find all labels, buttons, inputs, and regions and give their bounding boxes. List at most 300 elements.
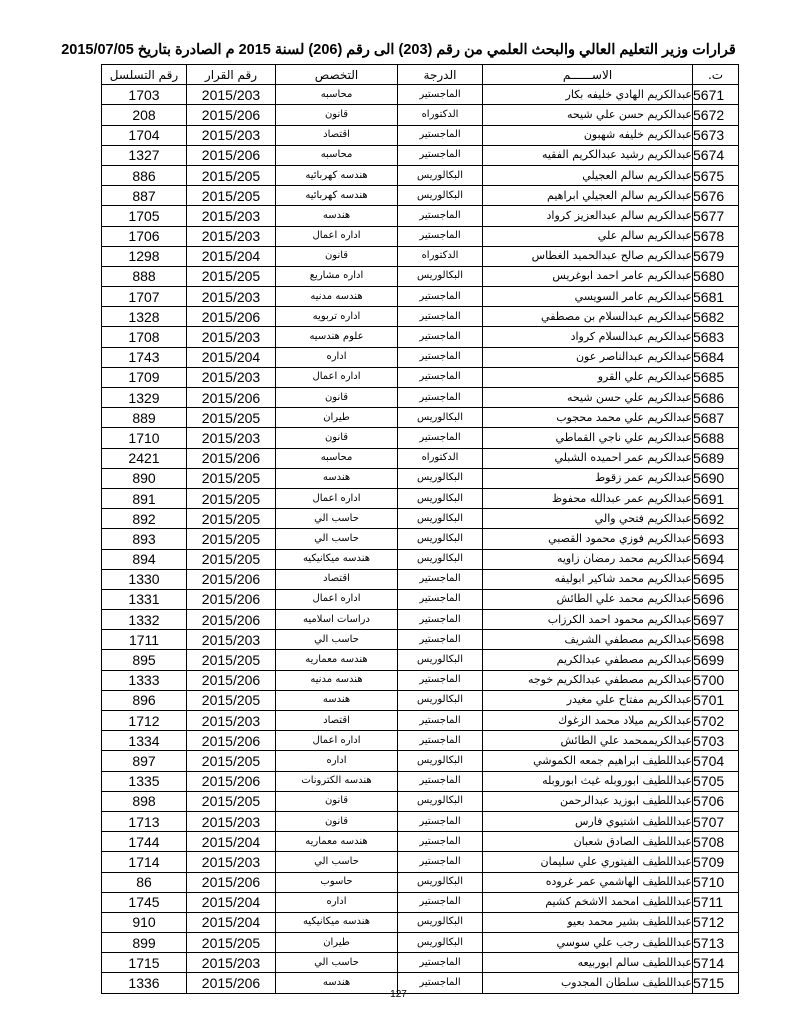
cell-seq: 5678 xyxy=(693,226,739,246)
cell-degree: الماجستير xyxy=(398,327,483,347)
cell-decision: 2015/203 xyxy=(187,811,276,831)
cell-seq: 5677 xyxy=(693,206,739,226)
cell-specialty: قانون xyxy=(276,105,398,125)
cell-serial: 895 xyxy=(102,650,187,670)
cell-name: عبدالكريم عمر عبدالله محفوظ xyxy=(483,488,693,508)
table-row xyxy=(102,630,739,650)
cell-degree: البكالوريس xyxy=(398,509,483,529)
cell-specialty: محاسبه xyxy=(276,145,398,165)
cell-serial: 888 xyxy=(102,266,187,286)
header-specialty: التخصص xyxy=(276,65,398,85)
cell-decision: 2015/205 xyxy=(187,509,276,529)
cell-degree: الماجستير xyxy=(398,307,483,327)
cell-decision: 2015/205 xyxy=(187,751,276,771)
cell-decision: 2015/204 xyxy=(187,347,276,367)
cell-serial: 1744 xyxy=(102,832,187,852)
cell-name: عبدالكريم ميلاد محمد الزغوك xyxy=(483,711,693,731)
cell-decision: 2015/203 xyxy=(187,226,276,246)
cell-name: عبدالكريم محمد علي الطائش xyxy=(483,589,693,609)
table-row xyxy=(102,771,739,791)
cell-decision: 2015/205 xyxy=(187,266,276,286)
cell-degree: الدكتوراه xyxy=(398,246,483,266)
cell-name: عبدالكريم فتحي والي xyxy=(483,509,693,529)
cell-decision: 2015/206 xyxy=(187,771,276,791)
cell-degree: الماجستير xyxy=(398,811,483,831)
header-serial: رقم التسلسل xyxy=(102,65,187,85)
cell-degree: الماجستير xyxy=(398,953,483,973)
cell-seq: 5671 xyxy=(693,85,739,105)
cell-specialty: هندسه معماريه xyxy=(276,832,398,852)
cell-decision: 2015/203 xyxy=(187,287,276,307)
cell-name: عبداللطيف سالم ابوربيعه xyxy=(483,953,693,973)
cell-degree: الماجستير xyxy=(398,771,483,791)
cell-degree: الماجستير xyxy=(398,145,483,165)
cell-degree: الماجستير xyxy=(398,731,483,751)
cell-specialty: طيران xyxy=(276,408,398,428)
table-row xyxy=(102,448,739,468)
cell-serial: 1711 xyxy=(102,630,187,650)
cell-seq: 5673 xyxy=(693,125,739,145)
cell-serial: 893 xyxy=(102,529,187,549)
cell-serial: 1336 xyxy=(102,973,187,993)
cell-decision: 2015/203 xyxy=(187,630,276,650)
cell-seq: 5714 xyxy=(693,953,739,973)
cell-specialty: قانون xyxy=(276,428,398,448)
cell-serial: 889 xyxy=(102,408,187,428)
cell-decision: 2015/206 xyxy=(187,670,276,690)
cell-specialty: اداره اعمال xyxy=(276,731,398,751)
cell-specialty: قانون xyxy=(276,811,398,831)
cell-seq: 5674 xyxy=(693,145,739,165)
cell-degree: الماجستير xyxy=(398,973,483,993)
cell-decision: 2015/206 xyxy=(187,105,276,125)
cell-degree: الماجستير xyxy=(398,287,483,307)
cell-name: عبدالكريم عمر احميده الشبلي xyxy=(483,448,693,468)
cell-seq: 5705 xyxy=(693,771,739,791)
cell-decision: 2015/203 xyxy=(187,206,276,226)
cell-seq: 5683 xyxy=(693,327,739,347)
cell-seq: 5703 xyxy=(693,731,739,751)
cell-specialty: هندسه مدنيه xyxy=(276,287,398,307)
cell-degree: الماجستير xyxy=(398,569,483,589)
cell-decision: 2015/203 xyxy=(187,711,276,731)
table-header-row xyxy=(102,65,739,85)
cell-serial: 1745 xyxy=(102,892,187,912)
cell-degree: الماجستير xyxy=(398,226,483,246)
cell-serial: 1329 xyxy=(102,388,187,408)
cell-specialty: هندسه ميكانيكيه xyxy=(276,549,398,569)
cell-degree: الماجستير xyxy=(398,347,483,367)
cell-decision: 2015/203 xyxy=(187,852,276,872)
cell-serial: 1707 xyxy=(102,287,187,307)
cell-specialty: حاسب الي xyxy=(276,509,398,529)
table-row xyxy=(102,488,739,508)
cell-decision: 2015/203 xyxy=(187,125,276,145)
cell-name: عبدالكريم عامر احمد ابوغريس xyxy=(483,266,693,286)
cell-degree: البكالوريس xyxy=(398,872,483,892)
table-row xyxy=(102,751,739,771)
cell-specialty: هندسه ميكانيكيه xyxy=(276,912,398,932)
header-degree: الدرجة xyxy=(398,65,483,85)
cell-seq: 5710 xyxy=(693,872,739,892)
cell-seq: 5675 xyxy=(693,165,739,185)
cell-name: عبداللطيف بشير محمد بعيو xyxy=(483,912,693,932)
cell-decision: 2015/206 xyxy=(187,448,276,468)
cell-degree: الماجستير xyxy=(398,711,483,731)
cell-seq: 5704 xyxy=(693,751,739,771)
cell-specialty: علوم هندسيه xyxy=(276,327,398,347)
table-row xyxy=(102,852,739,872)
cell-degree: البكالوريس xyxy=(398,468,483,488)
cell-serial: 894 xyxy=(102,549,187,569)
cell-decision: 2015/205 xyxy=(187,690,276,710)
cell-degree: الماجستير xyxy=(398,892,483,912)
cell-seq: 5712 xyxy=(693,912,739,932)
cell-decision: 2015/206 xyxy=(187,973,276,993)
cell-specialty: حاسوب xyxy=(276,872,398,892)
cell-serial: 1298 xyxy=(102,246,187,266)
cell-specialty: اقتصاد xyxy=(276,711,398,731)
cell-degree: البكالوريس xyxy=(398,408,483,428)
cell-serial: 1330 xyxy=(102,569,187,589)
page-number: 127 xyxy=(390,989,407,1000)
cell-seq: 5699 xyxy=(693,650,739,670)
cell-seq: 5685 xyxy=(693,367,739,387)
cell-degree: البكالوريس xyxy=(398,650,483,670)
cell-specialty: هندسه كهربائيه xyxy=(276,186,398,206)
cell-seq: 5691 xyxy=(693,488,739,508)
cell-seq: 5711 xyxy=(693,892,739,912)
cell-serial: 86 xyxy=(102,872,187,892)
cell-degree: البكالوريس xyxy=(398,751,483,771)
cell-name: عبدالكريم مصطفي الشريف xyxy=(483,630,693,650)
cell-seq: 5689 xyxy=(693,448,739,468)
cell-specialty: اداره مشاريع xyxy=(276,266,398,286)
cell-specialty: اداره تربويه xyxy=(276,307,398,327)
cell-serial: 1712 xyxy=(102,711,187,731)
cell-name: عبدالكريم محمد شاكير ابوليفه xyxy=(483,569,693,589)
cell-serial: 1333 xyxy=(102,670,187,690)
cell-name: عبدالكريم صالح عبدالحميد الغطاس xyxy=(483,246,693,266)
cell-decision: 2015/203 xyxy=(187,327,276,347)
cell-specialty: قانون xyxy=(276,246,398,266)
cell-degree: البكالوريس xyxy=(398,488,483,508)
cell-seq: 5698 xyxy=(693,630,739,650)
cell-decision: 2015/205 xyxy=(187,165,276,185)
table-row xyxy=(102,186,739,206)
cell-degree: البكالوريس xyxy=(398,186,483,206)
table-row xyxy=(102,953,739,973)
cell-seq: 5686 xyxy=(693,388,739,408)
cell-degree: البكالوريس xyxy=(398,266,483,286)
cell-seq: 5707 xyxy=(693,811,739,831)
cell-decision: 2015/204 xyxy=(187,912,276,932)
cell-name: عبداللطيف ابوزيد عبدالرحمن xyxy=(483,791,693,811)
table-row xyxy=(102,892,739,912)
cell-serial: 1334 xyxy=(102,731,187,751)
table-row xyxy=(102,569,739,589)
cell-name: عبدالكريم محمود احمد الكرزاب xyxy=(483,610,693,630)
cell-decision: 2015/206 xyxy=(187,731,276,751)
cell-serial: 1708 xyxy=(102,327,187,347)
cell-degree: البكالوريس xyxy=(398,912,483,932)
cell-specialty: هندسه كهربائيه xyxy=(276,165,398,185)
cell-decision: 2015/203 xyxy=(187,85,276,105)
cell-specialty: اداره xyxy=(276,751,398,771)
cell-name: عبدالكريم سالم العجيلي xyxy=(483,165,693,185)
cell-serial: 910 xyxy=(102,912,187,932)
cell-specialty: هندسه xyxy=(276,690,398,710)
cell-degree: الماجستير xyxy=(398,125,483,145)
table-row xyxy=(102,711,739,731)
cell-serial: 896 xyxy=(102,690,187,710)
cell-serial: 1743 xyxy=(102,347,187,367)
cell-name: عبدالكريم علي حسن شيحه xyxy=(483,388,693,408)
cell-name: عبداللطيف ابوروبله غيث ابوروبله xyxy=(483,771,693,791)
cell-name: عبدالكريم علي محمد محجوب xyxy=(483,408,693,428)
table-row xyxy=(102,933,739,953)
cell-name: عبدالكريم الهادي خليفه بكار xyxy=(483,85,693,105)
table-row xyxy=(102,145,739,165)
cell-degree: الماجستير xyxy=(398,388,483,408)
cell-decision: 2015/204 xyxy=(187,246,276,266)
cell-specialty: هندسه xyxy=(276,206,398,226)
cell-degree: البكالوريس xyxy=(398,165,483,185)
table-row xyxy=(102,650,739,670)
cell-name: عبدالكريم مصطفي عبدالكريم خوجه xyxy=(483,670,693,690)
cell-decision: 2015/205 xyxy=(187,791,276,811)
cell-specialty: قانون xyxy=(276,388,398,408)
cell-serial: 2421 xyxy=(102,448,187,468)
cell-specialty: طيران xyxy=(276,933,398,953)
cell-name: عبداللطيف الصادق شعبان xyxy=(483,832,693,852)
cell-seq: 5684 xyxy=(693,347,739,367)
cell-specialty: حاسب الي xyxy=(276,529,398,549)
table-row xyxy=(102,549,739,569)
cell-decision: 2015/206 xyxy=(187,569,276,589)
cell-name: عبدالكريم مفتاح علي مغيدر xyxy=(483,690,693,710)
table-row xyxy=(102,327,739,347)
cell-degree: البكالوريس xyxy=(398,549,483,569)
cell-degree: البكالوريس xyxy=(398,933,483,953)
cell-specialty: هندسه xyxy=(276,973,398,993)
cell-degree: البكالوريس xyxy=(398,690,483,710)
cell-name: عبدالكريم عامر السويسي xyxy=(483,287,693,307)
table-row xyxy=(102,105,739,125)
table-row xyxy=(102,468,739,488)
cell-decision: 2015/206 xyxy=(187,589,276,609)
cell-seq: 5695 xyxy=(693,569,739,589)
cell-seq: 5700 xyxy=(693,670,739,690)
cell-degree: الماجستير xyxy=(398,670,483,690)
cell-serial: 1704 xyxy=(102,125,187,145)
cell-serial: 1328 xyxy=(102,307,187,327)
cell-degree: الماجستير xyxy=(398,367,483,387)
cell-name: عبدالكريم سالم عبدالعزيز كرواد xyxy=(483,206,693,226)
cell-specialty: اقتصاد xyxy=(276,569,398,589)
cell-serial: 1332 xyxy=(102,610,187,630)
cell-decision: 2015/203 xyxy=(187,367,276,387)
table-row xyxy=(102,670,739,690)
cell-name: عبداللطيف اشتيوي فارس xyxy=(483,811,693,831)
cell-seq: 5713 xyxy=(693,933,739,953)
cell-name: عبدالكريم رشيد عبدالكريم الفقيه xyxy=(483,145,693,165)
cell-seq: 5688 xyxy=(693,428,739,448)
cell-serial: 1710 xyxy=(102,428,187,448)
cell-name: عبداللطيف رجب علي سوسي xyxy=(483,933,693,953)
cell-serial: 891 xyxy=(102,488,187,508)
cell-specialty: اداره اعمال xyxy=(276,488,398,508)
cell-name: عبدالكريم عمر زقوط xyxy=(483,468,693,488)
cell-name: عبداللطيف الهاشمي عمر غروده xyxy=(483,872,693,892)
cell-serial: 1709 xyxy=(102,367,187,387)
cell-specialty: حاسب الي xyxy=(276,630,398,650)
table-row xyxy=(102,529,739,549)
table-row xyxy=(102,367,739,387)
cell-serial: 899 xyxy=(102,933,187,953)
table-row xyxy=(102,428,739,448)
table-row xyxy=(102,610,739,630)
cell-name: عبدالكريم عبدالناصر عون xyxy=(483,347,693,367)
cell-serial: 898 xyxy=(102,791,187,811)
table-row xyxy=(102,832,739,852)
cell-seq: 5687 xyxy=(693,408,739,428)
cell-name: عبدالكريم علي ناجي القماطي xyxy=(483,428,693,448)
cell-decision: 2015/203 xyxy=(187,953,276,973)
cell-name: عبدالكريم عبدالسلام بن مصطفي xyxy=(483,307,693,327)
cell-decision: 2015/206 xyxy=(187,610,276,630)
cell-decision: 2015/205 xyxy=(187,408,276,428)
cell-serial: 1703 xyxy=(102,85,187,105)
table-row xyxy=(102,731,739,751)
table-row xyxy=(102,791,739,811)
cell-degree: الماجستير xyxy=(398,206,483,226)
cell-serial: 1713 xyxy=(102,811,187,831)
cell-seq: 5693 xyxy=(693,529,739,549)
cell-seq: 5681 xyxy=(693,287,739,307)
cell-serial: 1706 xyxy=(102,226,187,246)
cell-seq: 5679 xyxy=(693,246,739,266)
cell-name: عبدالكريم مصطفي عبدالكريم xyxy=(483,650,693,670)
cell-decision: 2015/205 xyxy=(187,529,276,549)
table-row xyxy=(102,912,739,932)
cell-decision: 2015/205 xyxy=(187,549,276,569)
cell-specialty: حاسب الي xyxy=(276,953,398,973)
table-row xyxy=(102,307,739,327)
cell-serial: 1715 xyxy=(102,953,187,973)
cell-specialty: قانون xyxy=(276,791,398,811)
cell-degree: الدكتوراه xyxy=(398,105,483,125)
cell-name: عبدالكريم محمد رمضان زاويه xyxy=(483,549,693,569)
results-table xyxy=(101,64,739,994)
cell-seq: 5682 xyxy=(693,307,739,327)
cell-serial: 897 xyxy=(102,751,187,771)
document-title: قرارات وزير التعليم العالي والبحث العلمي من رقم (203) الى رقم (206) لسنة 2015 م الصادرة بتاريخ 2015/07/05 xyxy=(61,42,736,58)
table-row xyxy=(102,125,739,145)
cell-decision: 2015/204 xyxy=(187,832,276,852)
table-row xyxy=(102,347,739,367)
cell-serial: 1335 xyxy=(102,771,187,791)
cell-specialty: هندسه مدنيه xyxy=(276,670,398,690)
cell-seq: 5690 xyxy=(693,468,739,488)
table-row xyxy=(102,266,739,286)
cell-name: عبدالكريم علي القرو xyxy=(483,367,693,387)
cell-name: عبدالكريم حسن علي شيحه xyxy=(483,105,693,125)
header-name: الاســــــم xyxy=(483,65,693,85)
cell-specialty: هندسه الكترونات xyxy=(276,771,398,791)
cell-serial: 1714 xyxy=(102,852,187,872)
table-row xyxy=(102,85,739,105)
cell-specialty: محاسبه xyxy=(276,85,398,105)
table-row xyxy=(102,690,739,710)
cell-decision: 2015/205 xyxy=(187,488,276,508)
cell-degree: الماجستير xyxy=(398,832,483,852)
cell-serial: 890 xyxy=(102,468,187,488)
cell-name: عبداللطيف امحمد الاشخم كشيم xyxy=(483,892,693,912)
cell-seq: 5706 xyxy=(693,791,739,811)
cell-degree: الماجستير xyxy=(398,85,483,105)
cell-seq: 5676 xyxy=(693,186,739,206)
cell-decision: 2015/206 xyxy=(187,307,276,327)
cell-specialty: اداره اعمال xyxy=(276,367,398,387)
cell-decision: 2015/205 xyxy=(187,650,276,670)
cell-serial: 1705 xyxy=(102,206,187,226)
cell-degree: الماجستير xyxy=(398,428,483,448)
cell-seq: 5694 xyxy=(693,549,739,569)
cell-seq: 5708 xyxy=(693,832,739,852)
cell-seq: 5715 xyxy=(693,973,739,993)
cell-name: عبدالكريم سالم علي xyxy=(483,226,693,246)
cell-seq: 5680 xyxy=(693,266,739,286)
cell-degree: الدكتوراه xyxy=(398,448,483,468)
cell-decision: 2015/205 xyxy=(187,468,276,488)
cell-name: عبدالكريم خليفه شهبون xyxy=(483,125,693,145)
cell-seq: 5701 xyxy=(693,690,739,710)
table-row xyxy=(102,811,739,831)
cell-specialty: دراسات اسلاميه xyxy=(276,610,398,630)
cell-name: عبدالكريم عبدالسلام كرواد xyxy=(483,327,693,347)
cell-serial: 208 xyxy=(102,105,187,125)
cell-decision: 2015/203 xyxy=(187,428,276,448)
cell-specialty: اقتصاد xyxy=(276,125,398,145)
cell-specialty: اداره اعمال xyxy=(276,589,398,609)
table-row xyxy=(102,408,739,428)
cell-degree: الماجستير xyxy=(398,589,483,609)
cell-serial: 886 xyxy=(102,165,187,185)
cell-decision: 2015/205 xyxy=(187,933,276,953)
table-row xyxy=(102,206,739,226)
table-row xyxy=(102,246,739,266)
table-row xyxy=(102,589,739,609)
cell-degree: البكالوريس xyxy=(398,791,483,811)
cell-seq: 5709 xyxy=(693,852,739,872)
cell-seq: 5697 xyxy=(693,610,739,630)
cell-degree: الماجستير xyxy=(398,852,483,872)
cell-seq: 5692 xyxy=(693,509,739,529)
cell-serial: 892 xyxy=(102,509,187,529)
cell-serial: 887 xyxy=(102,186,187,206)
cell-name: عبداللطيف ابراهيم جمعه الكموشي xyxy=(483,751,693,771)
cell-name: عبداللطيف سلطان المجدوب xyxy=(483,973,693,993)
cell-specialty: محاسبه xyxy=(276,448,398,468)
cell-specialty: هندسه xyxy=(276,468,398,488)
cell-decision: 2015/206 xyxy=(187,145,276,165)
cell-name: عبداللطيف الفيتوري علي سليمان xyxy=(483,852,693,872)
cell-seq: 5702 xyxy=(693,711,739,731)
cell-decision: 2015/206 xyxy=(187,872,276,892)
cell-decision: 2015/205 xyxy=(187,186,276,206)
table-row xyxy=(102,388,739,408)
